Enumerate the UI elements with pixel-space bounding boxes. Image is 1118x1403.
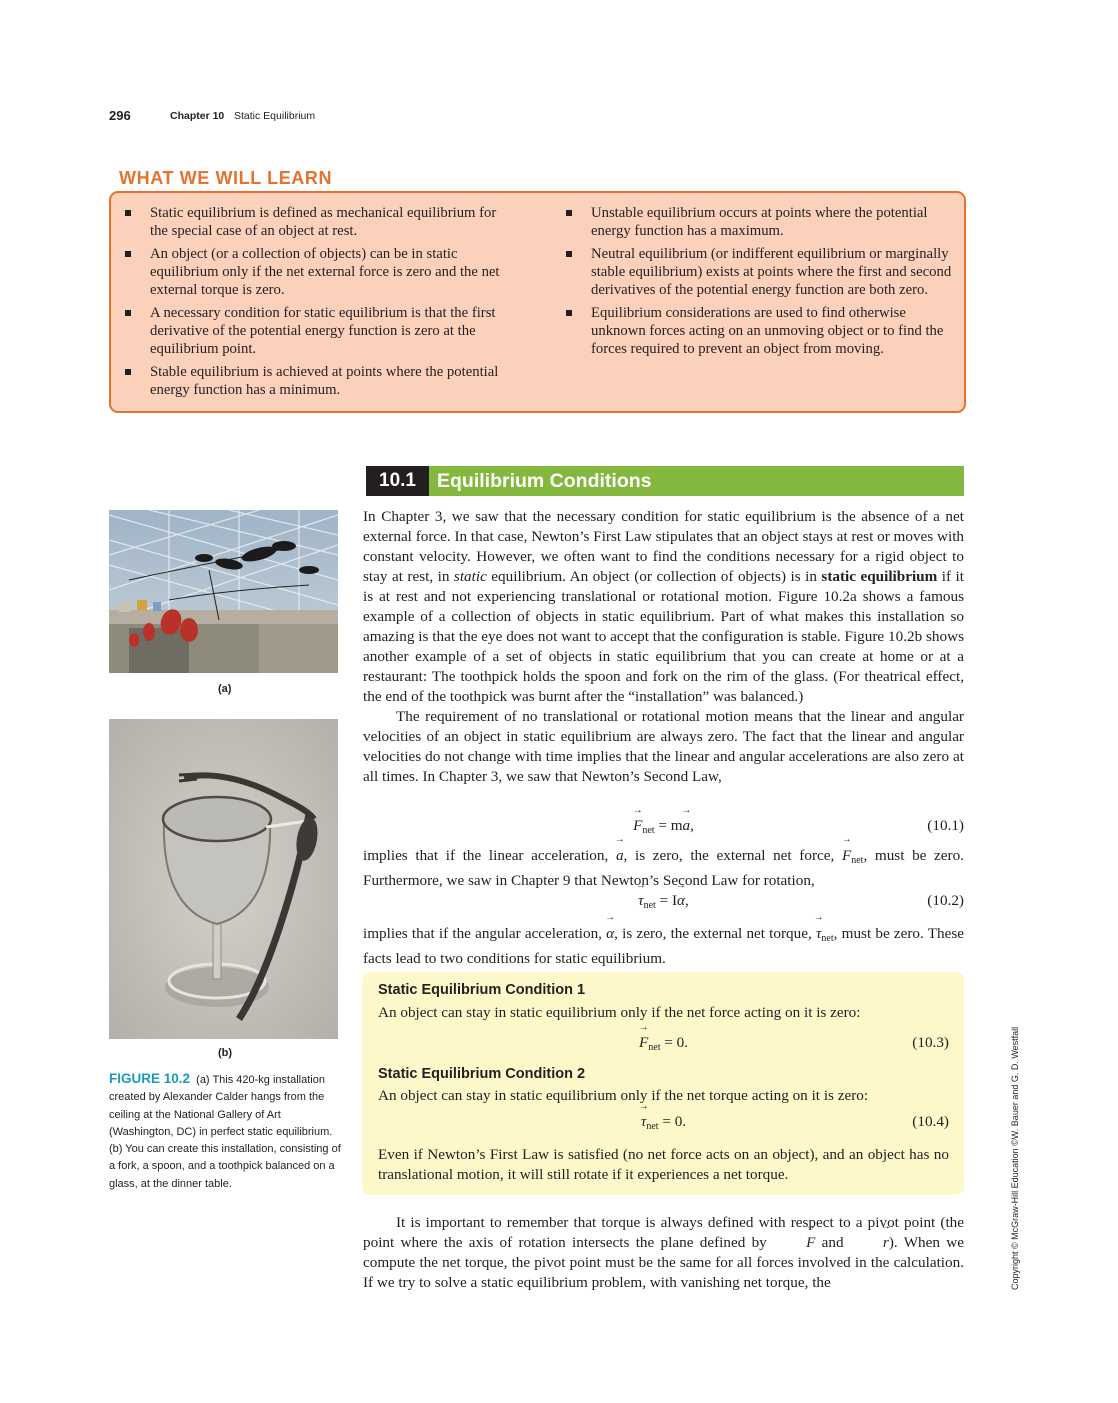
photo-fork-spoon-glass [109,719,338,1039]
equation-number: (10.2) [927,892,964,909]
equation-10-2: → $\tau_{net} = I\to \alpha$, (10.2) [363,892,964,914]
key-term-static-equilibrium: static equilibrium [821,568,938,585]
learning-goals-left-column [111,204,501,403]
learning-goal-item: An object (or a collection of objects) can be in static equilibrium only if the net external force is zero and the net external torque is zero. [111,245,501,300]
learning-goals-heading: WHAT WE WILL LEARN [119,168,333,188]
learning-goal-item: Unstable equilibrium occurs at points where the potential energy function has a maximum. [552,204,952,240]
square-bullet-icon [566,251,572,257]
body-paragraph-4: implies that if the angular acceleration, → α, is zero, the external net torque, → $\tau_{net}$, must be zero. These facts lead to two conditions for static equilibrium. [363,924,964,969]
condition-2-heading: Static Equilibrium Condition 2 [378,1066,586,1082]
square-bullet-icon [566,210,572,216]
square-bullet-icon [125,251,131,257]
body-paragraph-1: In Chapter 3, we saw that the necessary condition for static equilibrium is the absence of a net external force. In that case, Newton’s First Law stipulates that an object stays at rest or moves with constant velocity. However, we often want to find the conditions necessary for a rigid object to stay at rest, in static equilibrium. An object (or collection of objects) is in static equilibrium if it is at rest and not experiencing translational or rotational motion. Figure 10.2a shows a famous example of a collection of objects in static equilibrium. Part of what makes this installation so amazing is that the eye does not want to accept that the configuration is stable. Figure 10.2b shows another example of a set of objects in static equilibrium that you can create at home or at a restaurant: The toothpick holds the spoon and fork on the rim of the glass. (For theatrical effect, the end of the toothpick was burnt after the “installation” was balanced.) The requirement of no translational or rotational motion means that the linear and angular velocities of an object in static equilibrium are always zero. The fact that the linear and angular velocities do not change with time implies that the linear and angular accelerations are also zero at all times. In Chapter 3, we saw that Newton’s Second Law, [363,508,965,785]
square-bullet-icon [125,210,131,216]
photo-calder-mobile [109,510,338,673]
condition-1-heading: Static Equilibrium Condition 1 [378,982,586,998]
figure-caption-text: (a) This 420-kg installation created by Alexander Calder hangs from the ceiling at the National Gallery of Art (Washington, DC) in perfect static equilibrium. (b) You can create this installation, consisting of a fork, a spoon, and a toothpick balanced on a glass, at the dinner table. [109,1074,341,1190]
body-paragraph-3: implies that if the linear acceleration, → a, is zero, the external net force, → $F_{net}$, must be zero. Furthermore, we saw in Chapter 9 that Newton’s Second Law for rotation, [363,846,964,891]
learning-goal-item: Neutral equilibrium (or indifferent equilibrium or marginally stable equilibrium) exists at points where the first and second derivatives of the potential energy function are both zero. [552,245,952,300]
running-header-title: Static Equilibrium [234,110,316,122]
learning-goal-item: A necessary condition for static equilibrium is that the first derivative of the potential energy function is zero at the equilibrium point. [111,304,501,359]
equation-10-1: → $F_{net} = m\to a$, (10.1) [363,817,964,839]
static-equilibrium-conditions-box [362,972,964,1195]
condition-note: Even if Newton’s First Law is satisfied (no net force acts on an object), and an object has no translational motion, it will still rotate if it experiences a net torque. [378,1146,949,1183]
section-number: 10.1 [366,466,429,496]
copyright-notice: Copyright © McGraw-Hill Education ©W. Bauer and G. D. Westfall [1010,1026,1020,1290]
square-bullet-icon [125,310,131,316]
figure-label-a: (a) [218,683,232,695]
figure-label-b: (b) [218,1047,233,1059]
figure-caption [109,1070,341,1193]
body-paragraph-2: The requirement of no translational or rotational motion means that the linear and angular velocities of an object in static equilibrium are always zero. The fact that the linear and angular velocities do not change with time implies that the linear and angular accelerations are also zero at all times. In Chapter 3, we saw that Newton’s Second Law, [363,708,964,785]
learning-goal-item: Stable equilibrium is achieved at points where the potential energy function has a minimum. [111,363,501,399]
equation-number: (10.1) [927,817,964,834]
learning-goals-right-column [552,204,952,363]
learning-goals-box [109,191,966,413]
section-title: Equilibrium Conditions [437,470,652,492]
equation-number: (10.3) [912,1034,949,1051]
equation-number: (10.4) [912,1113,949,1130]
condition-1-text: An object can stay in static equilibrium only if the net force acting on it is zero: [378,1004,861,1021]
running-header-chapter: Chapter 10 [170,110,225,122]
equation-10-4: → $\tau_{net} = 0$. (10.4) [378,1113,949,1135]
learning-goal-item: Static equilibrium is defined as mechanical equilibrium for the special case of an object at rest. [111,204,501,240]
equation-10-3: → $F_{net} = 0$. (10.3) [378,1034,949,1056]
body-paragraph-5: It is important to remember that torque is always defined with respect to a pivot point (the point where the axis of rotation intersects the plane defined by → F and → r). When we compute the net torque, the pivot point must be the same for all forces involved in the calculation. If we try to solve a static equilibrium problem, with vanishing net torque, the [363,1213,964,1293]
condition-2-text: An object can stay in static equilibrium only if the net torque acting on it is zero: [378,1087,869,1104]
square-bullet-icon [125,369,131,375]
page-number: 296 [109,108,131,123]
figure-caption-label: FIGURE 10.2 [109,1071,191,1086]
square-bullet-icon [566,310,572,316]
learning-goal-item: Equilibrium considerations are used to find otherwise unknown forces acting on an unmoving object or to find the forces required to prevent an object from moving. [552,304,952,359]
